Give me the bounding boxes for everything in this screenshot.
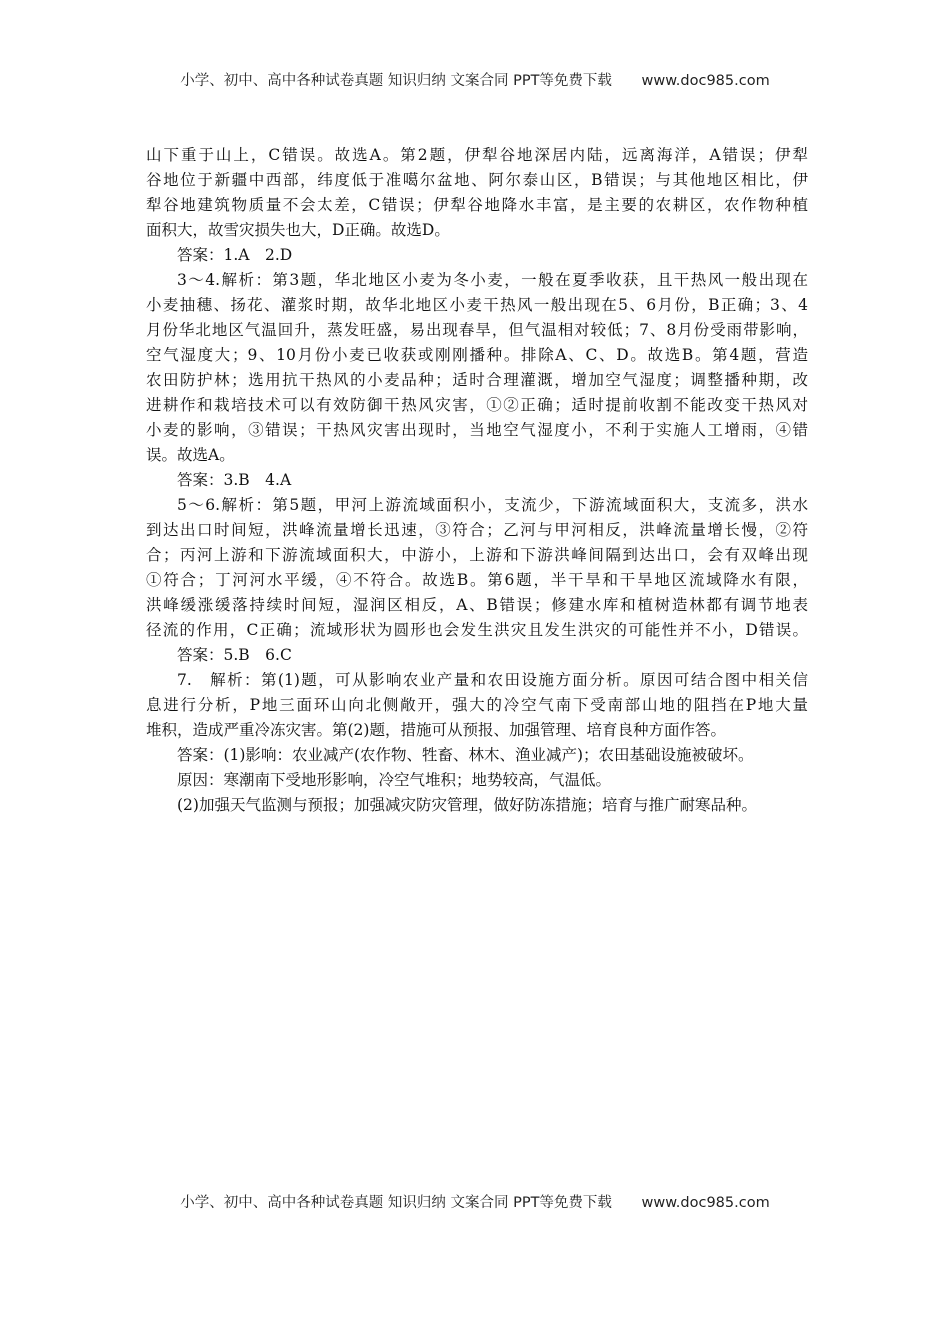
text-line: 月份华北地区气温回升，蒸发旺盛，易出现春旱，但气温相对较低；7、8月份受雨带影响，: [146, 321, 808, 339]
text-line: 空气湿度大；9、10月份小麦已收获或刚刚播种。排除A、C、D。故选B。第4题，营造: [146, 346, 808, 364]
document-body: [146, 143, 808, 818]
text-line: 误。故选A。: [146, 446, 235, 464]
text-line: 犁谷地建筑物质量不会太差，C错误；伊犁谷地降水丰富，是主要的农耕区，农作物种植: [146, 196, 808, 214]
text-line: 农田防护林；选用抗干热风的小麦品种；适时合理灌溉，增加空气湿度；调整播种期，改: [146, 371, 808, 389]
text-line: 谷地位于新疆中西部，纬度低于准噶尔盆地、阿尔泰山区，B错误；与其他地区相比，伊: [146, 171, 808, 189]
text-line: 小麦抽穗、扬花、灌浆时期，故华北地区小麦干热风一般出现在5、6月份，B正确；3、4: [146, 296, 808, 314]
text-line: 答案：1.A 2.D: [177, 246, 293, 264]
header-text: 小学、初中、高中各种试卷真题 知识归纳 文案合同 PPT等免费下载: [180, 73, 612, 89]
text-line: 息进行分析，P地三面环山向北侧敞开，强大的冷空气南下受南部山地的阻挡在P地大量: [146, 696, 808, 714]
text-line: 答案：5.B 6.C: [177, 646, 292, 664]
header-url[interactable]: www.doc985.com: [641, 73, 770, 89]
text-line: 径流的作用，C正确；流域形状为圆形也会发生洪灾且发生洪灾的可能性并不小，D错误。: [146, 621, 808, 639]
text-line: 答案：(1)影响：农业减产(农作物、牲畜、林木、渔业减产)；农田基础设施被破坏。: [177, 746, 754, 764]
text-line: 到达出口时间短，洪峰流量增长迅速，③符合；乙河与甲河相反，洪峰流量增长慢，②符: [146, 521, 808, 539]
page-header: [0, 69, 950, 90]
text-line: 小麦的影响，③错误；干热风灾害出现时，当地空气湿度小，不利于实施人工增雨，④错: [146, 421, 808, 439]
footer-text: 小学、初中、高中各种试卷真题 知识归纳 文案合同 PPT等免费下载: [180, 1195, 612, 1211]
page-footer: [0, 1191, 950, 1212]
text-line: ①符合；丁河河水平缓，④不符合。故选B。第6题，半干旱和干旱地区流域降水有限，: [146, 571, 808, 589]
text-line: 3～4.解析：第3题，华北地区小麦为冬小麦，一般在夏季收获，且干热风一般出现在: [177, 271, 808, 289]
text-line: 答案：3.B 4.A: [177, 471, 292, 489]
text-line: 堆积，造成严重冷冻灾害。第(2)题，措施可从预报、加强管理、培育良种方面作答。: [146, 721, 726, 739]
text-line: 合；丙河上游和下游流域面积大，中游小，上游和下游洪峰间隔到达出口，会有双峰出现: [146, 546, 808, 564]
text-line: 面积大，故雪灾损失也大，D正确。故选D。: [146, 221, 450, 239]
text-line: 5～6.解析：第5题，甲河上游流域面积小，支流少，下游流域面积大，支流多，洪水: [177, 496, 808, 514]
text-line: 进耕作和栽培技术可以有效防御干热风灾害，①②正确；适时提前收割不能改变干热风对: [146, 396, 808, 414]
footer-url[interactable]: www.doc985.com: [641, 1195, 770, 1211]
text-line: 7. 解析：第(1)题，可从影响农业产量和农田设施方面分析。原因可结合图中相关信: [177, 671, 808, 689]
text-line: 山下重于山上，C错误。故选A。第2题，伊犁谷地深居内陆，远离海洋，A错误；伊犁: [146, 146, 808, 164]
text-line: 原因：寒潮南下受地形影响，冷空气堆积；地势较高，气温低。: [177, 771, 612, 789]
text-line: 洪峰缓涨缓落持续时间短，湿润区相反，A、B错误；修建水库和植树造林都有调节地表: [146, 596, 808, 614]
text-line: (2)加强天气监测与预报；加强减灾防灾管理，做好防冻措施；培育与推广耐寒品种。: [177, 796, 757, 814]
